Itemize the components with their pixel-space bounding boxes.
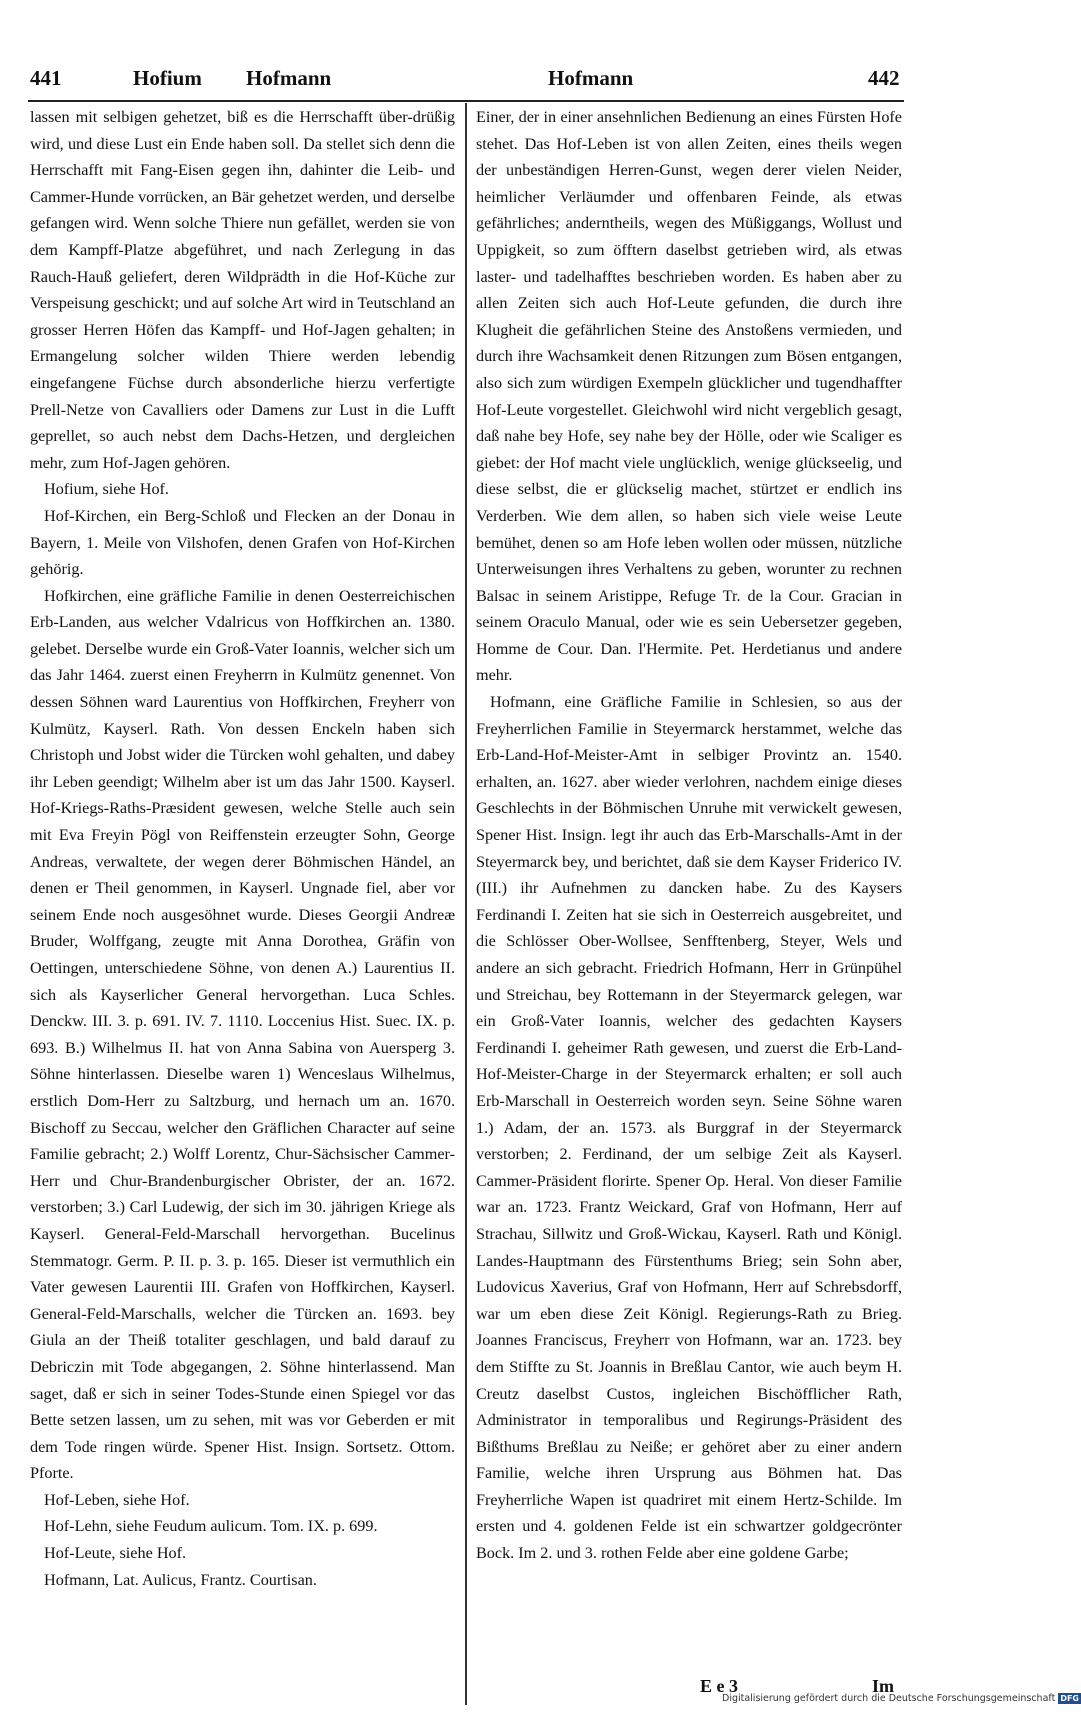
- entry-paragraph: Hof-Kirchen, ein Berg-Schloß und Flecken an der Donau in Bayern, 1. Meile von Vilshofen, denen Grafen von Hof-Kirchen gehörig.: [30, 506, 455, 579]
- header-keyword-left-2: Hofmann: [246, 66, 332, 90]
- entry-paragraph: Hofmann, eine Gräfliche Familie in Schlesien, so aus der Freyherrlichen Familie in Steyermarck herstammet, welche das Erb-Land-Hof-Meister-Amt in selbiger Provintz an. 1540. erhalten, an. 1627. aber wieder verlohren, nachdem einige dieses Geschlechts in der Böhmischen Unruhe mit verwickelt gewesen, Spener Hist. Insign. legt ihr auch das Erb-Marschalls-Amt in der Steyermarck bey, und berichtet, daß sie dem Kayser Friderico IV. (III.) ihr Aufnehmen zu dancken habe. Zu des Kaysers Ferdinandi I. Zeiten hat sie sich in Oesterreich ausgebreitet, und die Schlösser Ober-Wollsee, Senfftenberg, Steyer, Wels und andere an sich gebracht. Friedrich Hofmann, Herr in Grünpühel und Streichau, bey Rottemann in der Steyermarck gelegen, war ein Groß-Vater Ioannis, welcher des gedachten Kaysers Ferdinandi I. geheimer Rath gewesen, und zuerst die Erb-Land-Hof-Meister-Charge in der Steyermarck erhalten; er soll auch Erb-Marschall in Oesterreich worden seyn. Seine Söhne waren 1.) Adam, der an. 1573. als Burggraf in der Steyermarck verstorben; 2. Ferdinand, der um selbige Zeit als Kayserl. Cammer-Präsident florirte. Spener Op. Heral. Von dieser Familie war an. 1723. Frantz Weickard, Graf von Hofmann, Herr auf Strachau, Sillwitz und Groß-Wickau, Kayserl. Rath und Königl. Landes-Hauptmann des Fürstenthums Brieg; sein Sohn aber, Ludovicus Xaverius, Graf von Hofmann, Herr auf Schrebsdorff, war um eben diese Zeit Königl. Regierungs-Rath zu Brieg. Joannes Franciscus, Freyherr von Hofmann, war an. 1723. bey dem Stiffte zu St. Joannis in Breßlau Cantor, wie auch beym H. Creutz daselbst Custos, ingleichen Bischöfflicher Rath, Administrator in temporalibus und Regirungs-Präsident des Bißthums Breßlau zu Neiße; er gehöret aber zu einer andern Familie, welche ihren Ursprung aus Böhmen hat. Das Freyherrliche Wapen ist quadriret mit einem Hertz-Schilde. Im ersten und 4. goldenen Felde ist ein schwartzer goldgecrönter Bock. Im 2. und 3. rothen Felde aber eine goldene Garbe;: [476, 693, 902, 1563]
- entry-paragraph: lassen mit selbigen gehetzet, biß es die Herrschafft über-drüßig wird, und diese Lust ein Ende haben soll. Da stellet sich denn die Herrschafft mit Fang-Eisen gegen ihn, dahinter die Leib- und Cammer-Hunde vorrücken, an Bär gehetzet werden, und derselbe gefangen wird. Wenn solche Thiere nun gefället, werden sie von dem Kampff-Platze abgeführet, und nach Zerlegung in das Rauch-Hauß geliefert, deren Wildprädth in die Hof-Küche zur Verspeisung geschickt; und auf solche Art wird in Teutschland an grosser Herren Höfen das Kampff- und Hof-Jagen gehalten; in Ermangelung solcher wilden Thiere werden lebendig eingefangene Füchse durch absonderliche hierzu verfertigte Prell-Netze von Cavalliers oder Damens zur Lust in die Lufft geprellet, so auch nebst dem Dachs-Hetzen, und dergleichen mehr, zum Hof-Jagen gehören.: [30, 108, 455, 472]
- entry-paragraph: Hof-Lehn, siehe Feudum aulicum. Tom. IX. p. 699.: [44, 1517, 378, 1536]
- running-header: [28, 66, 904, 98]
- entry-paragraph: Hof-Leute, siehe Hof.: [44, 1544, 187, 1563]
- entry-paragraph: Hof-Leben, siehe Hof.: [44, 1490, 190, 1509]
- entry-paragraph: Hofmann, Lat. Aulicus, Frantz. Courtisan.: [44, 1570, 317, 1589]
- digitization-credit: [722, 1693, 1079, 1711]
- right-column: [476, 104, 902, 1567]
- header-keyword-right: Hofmann: [548, 66, 634, 90]
- credit-text: Digitalisierung gefördert durch die Deutsche Forschungsgemeinschaft: [722, 1693, 1056, 1704]
- signature-mark: E e 3: [700, 1676, 738, 1696]
- page-number-left: 441: [30, 66, 62, 90]
- entry-paragraph: Einer, der in einer ansehnlichen Bedienung an eines Fürsten Hofe stehet. Das Hof-Leben ist von allen Zeiten, eines theils wegen der unbeständigen Herren-Gunst, wegen derer vielen Neider, heimlicher Verläumder und offenbaren Feinde, als etwas gefährliches; anderntheils, wegen des Müßiggangs, Wollust und Uppigkeit, so zum öfftern daselbst getrieben wird, als etwas laster- und tadelhafftes beschrieben worden. Es haben aber zu allen Zeiten sich auch Hof-Leute gefunden, die durch ihre Klugheit die gefährlichen Steine des Anstoßens vermieden, und durch ihre Wachsamkeit denen Ritzungen zum Bösen entgangen, also sich zum würdigen Exempeln glücklicher und tugendhaffter Hof-Leute vorgestellet. Gleichwohl wird nicht vergeblich gesagt, daß nahe bey Hofe, sey nahe bey der Hölle, oder wie Scaliger es giebet: der Hof macht viele unglücklich, wenige glückseelig, und diese selbst, die er glückselig machet, stürtzet er endlich ins Verderben. Wie dem allen, so haben sich viele weise Leute bemühet, denen so am Hofe leben wollen oder müssen, nützliche Unterweisungen ihres Verhaltens zu geben, worunter zu rechnen Balsac in seinem Aristippe, Refuge Tr. de la Cour. Gracian in seinem Oraculo Manual, oder wie es sein Uebersetzer gegeben, Homme de Cour. Dan. l'Hermite. Pet. Herdetianus und andere mehr.: [476, 108, 902, 685]
- entry-paragraph: Hofkirchen, eine gräfliche Familie in denen Oesterreichischen Erb-Landen, aus welcher Vdalricus von Hoffkirchen an. 1380. gelebet. Derselbe wurde ein Groß-Vater Ioannis, welcher sich um das Jahr 1464. zuerst einen Freyherrn in Kulmütz genennet. Von dessen Söhnen ward Laurentius von Hoffkirchen, Freyherr von Kulmütz, Kayserl. Rath. Von dessen Enckeln haben sich Christoph und Jobst wider die Türcken wohl gehalten, und dabey ihr Leben geendigt; Wilhelm aber ist um das Jahr 1500. Kayserl. Hof-Kriegs-Raths-Præsident gewesen, welche Stelle auch sein mit Eva Freyin Pögl von Reiffenstein erzeugter Sohn, George Andreas, verwaltete, der wegen derer Böhmischen Händel, an denen er Theil genommen, in Kayserl. Ungnade fiel, aber vor seinem Ende noch ausgesöhnet wurde. Dieses Georgii Andreæ Bruder, Wolffgang, zeugte mit Anna Dorothea, Gräfin von Oettingen, unterschiedene Söhne, von denen A.) Laurentius II. sich als Kayserlicher General hervorgethan. Luca Schles. Denckw. III. 3. p. 691. IV. 7. 1110. Loccenius Hist. Suec. IX. p. 693. B.) Wilhelmus II. hat von Anna Sabina von Auersperg 3. Söhne hinterlassen. Dieselbe waren 1) Wenceslaus Wilhelmus, erstlich Dom-Herr zu Saltzburg, und hernach um an. 1670. Bischoff zu Seccau, welcher den Gräflichen Character auf seine Familie gebracht; 2.) Wolff Lorentz, Chur-Sächsischer Cammer-Herr und Chur-Brandenburgischer Obrister, der an. 1672. verstorben; 3.) Carl Ludewig, der sich im 30. jährigen Kriege als Kayserl. General-Feld-Marschall hervorgethan. Bucelinus Stemmatogr. Germ. P. II. p. 3. p. 165. Dieser ist vermuthlich ein Vater gewesen Laurentii III. Grafen von Hoffkirchen, Kayserl. General-Feld-Marschalls, welcher die Türcken an. 1693. bey Giula an der Theiß totaliter geschlagen, und bald darauf zu Debriczin mit Tode abgegangen, 2. Söhne hinterlassend. Man saget, daß er sich in seiner Todes-Stunde einen Spiegel vor das Bette setzen lassen, um zu sehen, mit was vor Geberden er mit dem Tode ringen würde. Spener Hist. Insign. Sortsetz. Ottom. Pforte.: [30, 586, 455, 1483]
- catchword: Im: [872, 1676, 894, 1696]
- header-keyword-left-1: Hofium: [133, 66, 202, 90]
- left-column: [30, 104, 455, 1593]
- header-rule: [28, 100, 904, 102]
- page-number-right: 442: [868, 66, 900, 90]
- column-divider: [465, 103, 467, 1705]
- entry-paragraph: Hofium, siehe Hof.: [44, 480, 169, 499]
- dfg-logo: DFG: [1060, 1694, 1079, 1703]
